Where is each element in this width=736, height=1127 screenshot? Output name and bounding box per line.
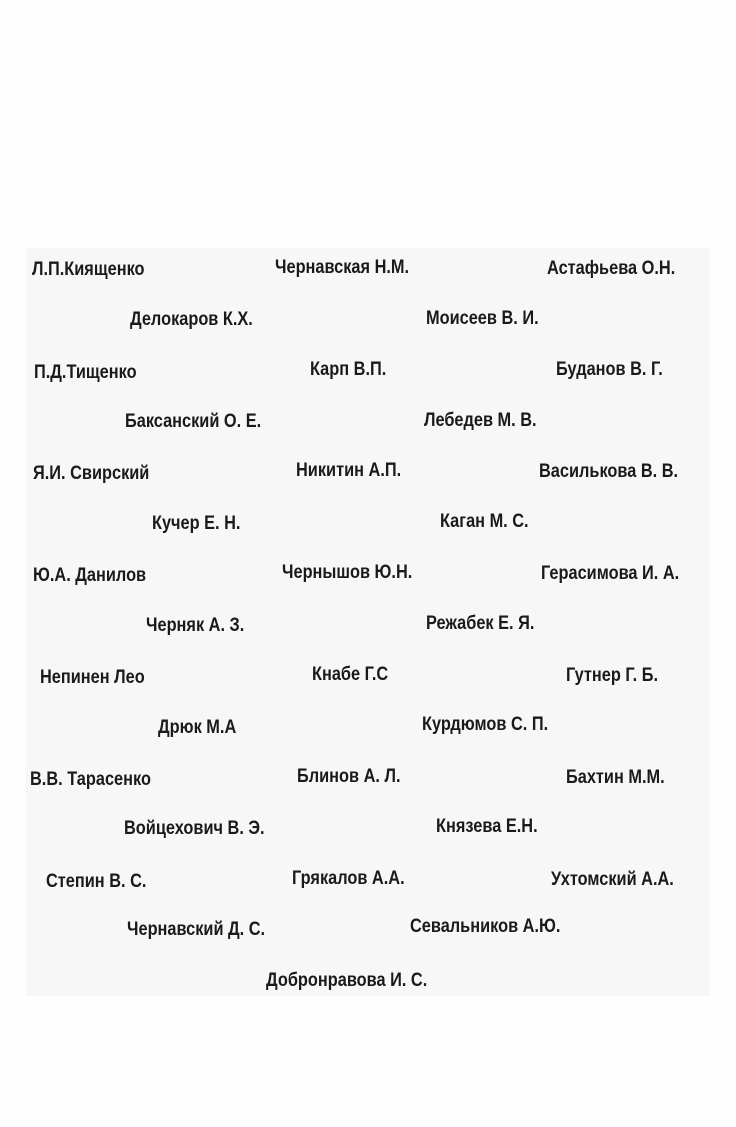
author-name: Моисеев В. И. <box>426 308 539 329</box>
author-name: Василькова В. В. <box>539 461 679 482</box>
author-name: Л.П.Киященко <box>32 259 145 280</box>
author-name: Кучер Е. Н. <box>152 513 241 534</box>
author-name: Блинов А. Л. <box>297 766 401 787</box>
author-name: Астафьева О.Н. <box>547 258 676 279</box>
author-name: Лебедев М. В. <box>424 410 537 431</box>
author-name: Никитин А.П. <box>296 460 402 481</box>
author-name: Черняк А. З. <box>146 615 245 636</box>
author-name: Делокаров К.Х. <box>130 309 253 330</box>
author-name: Буданов В. Г. <box>556 359 663 380</box>
author-name: Режабек Е. Я. <box>426 613 535 634</box>
author-name: Курдюмов С. П. <box>422 714 549 735</box>
author-name: Степин В. С. <box>46 871 147 892</box>
author-name: Кнабе Г.С <box>312 664 389 685</box>
author-name: Гутнер Г. Б. <box>566 665 658 686</box>
author-name: Войцехович В. Э. <box>124 818 265 839</box>
author-name: В.В. Тарасенко <box>30 769 151 790</box>
author-name: Ю.А. Данилов <box>33 565 147 586</box>
author-name: П.Д.Тищенко <box>34 362 137 383</box>
author-name: Севальников А.Ю. <box>410 916 561 937</box>
author-name: Герасимова И. А. <box>541 563 680 584</box>
author-name: Каган М. С. <box>440 511 529 532</box>
author-name: Чернавская Н.М. <box>275 257 410 278</box>
author-name: Бахтин М.М. <box>566 767 665 788</box>
author-name: Грякалов А.А. <box>292 868 405 889</box>
author-name: Непинен Лео <box>40 667 145 688</box>
author-name: Дрюк М.А <box>158 717 237 738</box>
author-name: Карп В.П. <box>310 359 387 380</box>
author-name: Чернавский Д. С. <box>127 919 266 940</box>
author-name: Ухтомский А.А. <box>551 869 674 890</box>
author-name: Князева Е.Н. <box>436 816 538 837</box>
author-name: Добронравова И. С. <box>266 970 428 991</box>
author-name: Баксанский О. Е. <box>125 411 262 432</box>
author-name: Чернышов Ю.Н. <box>282 562 413 583</box>
author-name: Я.И. Свирский <box>33 463 150 484</box>
